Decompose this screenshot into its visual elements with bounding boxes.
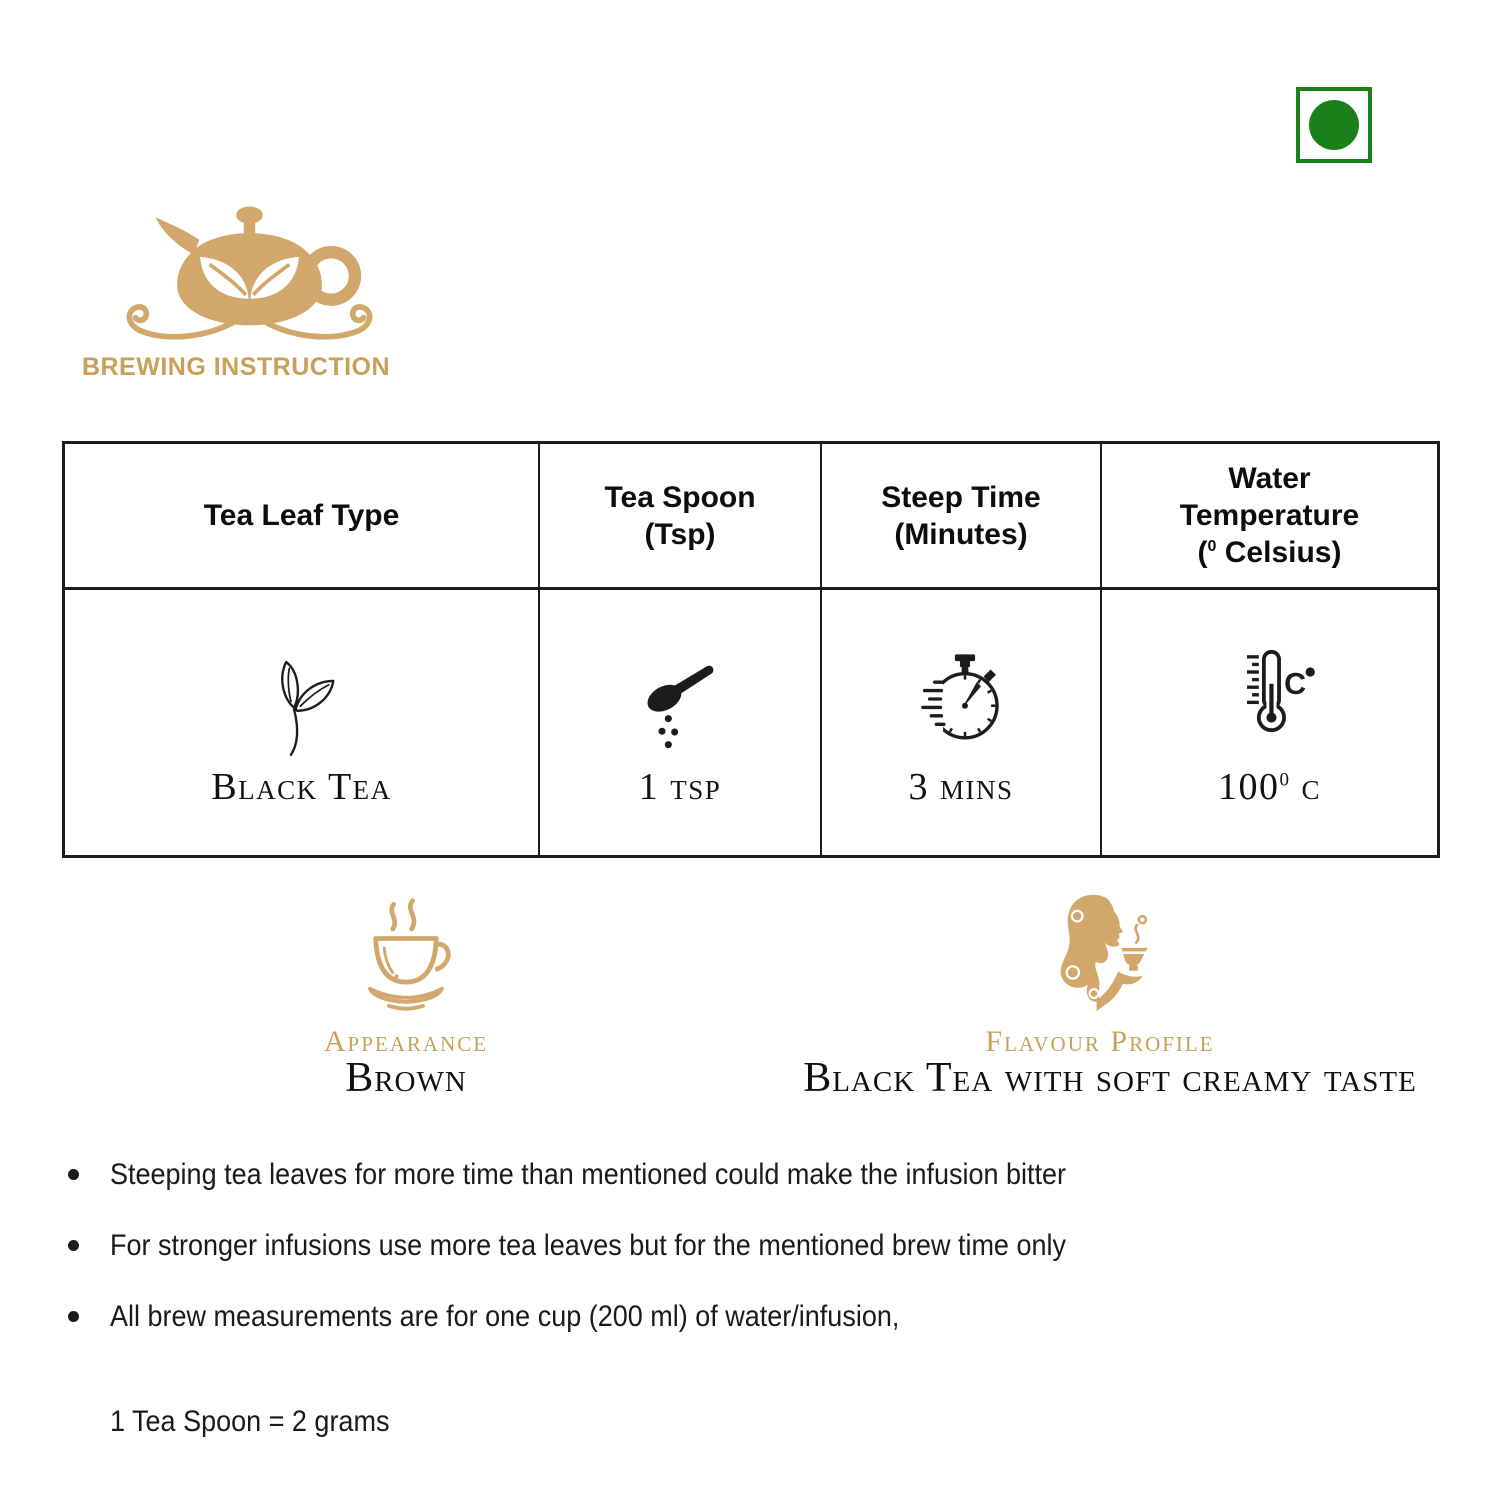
header-text: Temperature xyxy=(1179,499,1360,532)
header-text: (Tsp) xyxy=(644,517,716,551)
tea-spoon-value: 1 tsp xyxy=(638,765,722,808)
header-water-temperature xyxy=(1102,444,1437,590)
note-text: 1 Tea Spoon = 2 grams xyxy=(110,1405,390,1438)
note-text: Steeping tea leaves for more time than mentioned could make the infusion bitter xyxy=(110,1158,1067,1191)
temp-unit: c xyxy=(1290,765,1321,808)
appearance-label: Appearance xyxy=(323,1025,489,1058)
vegetarian-mark xyxy=(1296,87,1372,163)
flavour-profile-value: Black Tea with soft creamy taste xyxy=(803,1055,1417,1101)
note-bullet-3 xyxy=(58,1298,1458,1335)
header-steep-time xyxy=(822,444,1102,590)
header-text: Tea Spoon xyxy=(604,480,756,514)
header-text: Water xyxy=(1228,462,1311,495)
temp-number: 100 xyxy=(1217,765,1280,808)
celsius-sup: 0 xyxy=(1207,538,1217,555)
cell-steep-time xyxy=(822,590,1102,855)
note-text: For stronger infusions use more tea leaves but for the mentioned brew time only xyxy=(110,1229,1066,1262)
svg-text:C: C xyxy=(1283,667,1306,701)
water-temperature-value xyxy=(1217,765,1321,808)
note-bullet-1 xyxy=(58,1156,1458,1193)
teacup-icon xyxy=(342,893,470,1021)
celsius-text: Celsius) xyxy=(1216,536,1342,569)
vegetarian-dot-icon xyxy=(1309,100,1359,150)
spoon-icon xyxy=(629,640,731,758)
teapot-logo-icon xyxy=(102,198,397,350)
header-text: Tea Leaf Type xyxy=(203,499,400,532)
note-bullet-2 xyxy=(58,1227,1458,1264)
header-tea-spoon xyxy=(540,444,822,590)
header-tea-leaf-type xyxy=(65,444,540,590)
steep-time-value: 3 mins xyxy=(908,765,1014,808)
cell-tea-leaf-type xyxy=(65,590,540,855)
cell-tea-spoon xyxy=(540,590,822,855)
stopwatch-icon xyxy=(906,640,1016,758)
thermometer-icon xyxy=(1215,640,1325,758)
celsius-paren: ( xyxy=(1197,536,1208,569)
header-text: Steep Time xyxy=(881,480,1041,514)
header-text xyxy=(1198,534,1342,571)
lady-with-cup-icon xyxy=(1038,888,1164,1020)
brewing-instruction-title: BREWING INSTRUCTION xyxy=(81,353,391,381)
temp-sup: 0 xyxy=(1279,768,1291,790)
flavour-profile-label: Flavour Profile xyxy=(985,1025,1215,1058)
tea-leaf-value: Black Tea xyxy=(211,765,392,808)
cell-water-temperature xyxy=(1102,590,1437,855)
note-text: All brew measurements are for one cup (200 ml) of water/infusion, xyxy=(110,1300,900,1333)
brewing-table xyxy=(62,441,1440,858)
brewing-notes-list xyxy=(58,1156,1458,1369)
header-text: (Minutes) xyxy=(894,517,1028,551)
appearance-value: Brown xyxy=(345,1055,467,1101)
teapot-icon xyxy=(102,198,397,350)
teaspoon-equivalence-note xyxy=(110,1403,421,1440)
tea-leaf-icon xyxy=(250,640,352,758)
